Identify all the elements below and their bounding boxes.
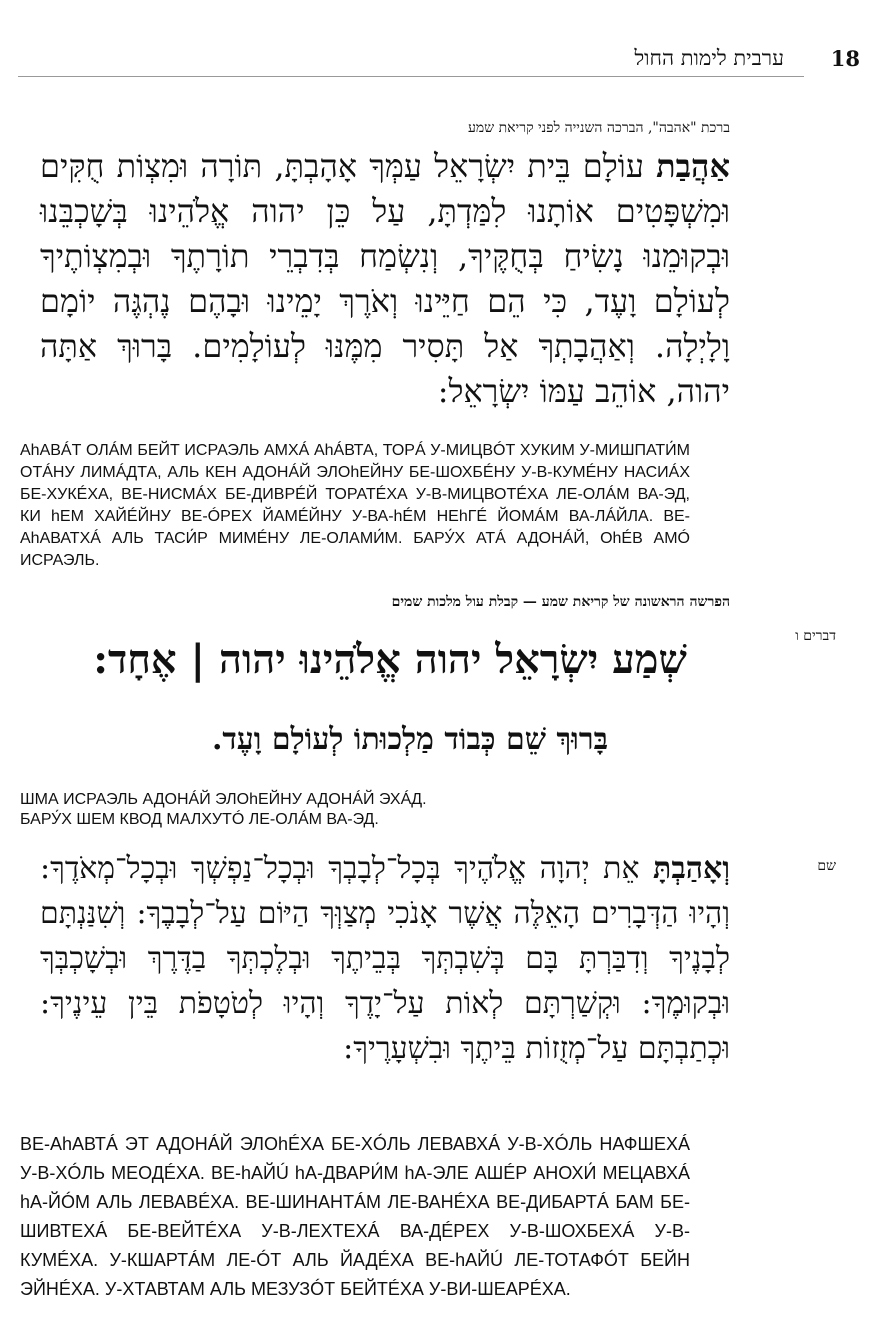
shema-transliteration <box>20 790 620 830</box>
veahavta-transliteration: ВЕ-АhАВТÁ ЭТ АДОНÁЙ ЭЛОhÉХА БЕ-ХÓЛЬ ЛЕВАВХÁ У-В-ХÓЛЬ НАФШЕХÁ У-В-ХÓЛЬ МЕОДÉХА. ВЕ-hАЙÚ hА-ДВАРИ́М hА-ЭЛЕ АШÉР АНОХИ́ МЕЦАВХÁ hА-ЙÓМ АЛЬ ЛЕВАВÉХА. ВЕ-ШИНАНТÁМ ЛЕ-ВАНÉХА ВЕ-ДИБАРТÁ БАМ БЕ-ШИВТЕХÁ БЕ-ВЕЙТÉХА У-В-ЛЕХТЕХÁ ВА-ДÉРЕХ У-В-ШОХБЕХÁ У-В-КУМÉХА. У-КШАРТÁМ ЛЕ-ÓТ АЛЬ ЙАДÉХА ВЕ-hАЙÚ ЛЕ-ТОТАФÓТ БЕЙН ЭЙНÉХА. У-ХТАВТАМ АЛЬ МЕЗУЗÓТ БЕЙТÉХА У-ВИ-ШЕАРÉХА. <box>20 1134 690 1299</box>
shema-margin-reference: דברים ו <box>795 628 836 644</box>
shema-section-heading: הפרשה הראשונה של קריאת שמע — קבלת עול מלכות שמים <box>391 594 730 610</box>
veahavta-body: אֵת יְהוָה אֱלֹהֶיךָ בְּכָל־לְבָבְךָ וּבְכָל־נַפְשְׁךָ וּבְכָל־מְאֹדֶךָ: וְהָיוּ הַדְּבָרִים הָאֵלֶּה אֲשֶׁר אָנֹכִי מְצַוְּךָ הַיּוֹם עַל־לְבָבֶךָ: וְשִׁנַּנְתָּם לְבָנֶיךָ וְדִבַּרְתָּ בָּם בְּשִׁבְתְּךָ בְּבֵיתֶךָ וּבְלֶכְתְּךָ בַדֶּרֶךְ וּבְשָׁכְבְּךָ וּבְקוּמֶךָ: וּקְשַׁרְתָּם לְאוֹת עַל־יָדֶךָ וְהָיוּ לְטֹטָפֹת בֵּין עֵינֶיךָ: וּכְתַבְתָּם עַל־מְזֻזוֹת בֵּיתֶךָ וּבִשְׁעָרֶיךָ: <box>40 851 730 1066</box>
ahava-heading: ברכת "אהבה", הברכה השנייה לפני קריאת שמע <box>468 120 730 136</box>
running-title: ערבית לימות החול <box>634 46 784 70</box>
veahavta-lead-word: וְאָהַבְתָּ <box>653 851 730 886</box>
veahavta-hebrew-text <box>40 846 730 1071</box>
ahava-body: עוֹלָם בֵּית יִשְׂרָאֵל עַמְּךָ אָהָבְתָּ, תּוֹרָה וּמִצְוֹת חֻקִּים וּמִשְׁפָּטִים אוֹתָנוּ לִמַּדְתָּ, עַל כֵּן יהוה אֱלֹהֵינוּ בְּשָׁכְבֵּנוּ וּבְקוּמֵנוּ נָשִׂיחַ בְּחֻקֶּיךָ, וְנִשְׂמַח בְּדִבְרֵי תוֹרָתֶךָ וּבְמִצְוֹתֶיךָ לְעוֹלָם וָעֶד, כִּי הֵם חַיֵּינוּ וְאֹרֶךְ יָמֵינוּ וּבָהֶם נֶהְגֶּה יוֹמָם וָלָיְלָה. וְאַהֲבָתְךָ אַל תָּסִיר מִמֶּנּוּ לְעוֹלָמִים. בָּרוּךְ אַתָּה יהוה, אוֹהֵב עַמּוֹ יִשְׂרָאֵל: <box>40 147 730 410</box>
ahava-transliteration: АhАВÁТ ОЛÁМ БЕЙТ ИСРАЭЛЬ АМХÁ АhÁВТА, ТОРÁ У-МИЦВÓТ ХУКИМ У-МИШПАТИ́М ОТÁНУ ЛИМÁДТА, АЛЬ КЕН АДОНÁЙ ЭЛОhЕЙНУ БЕ-ШОХБÉНУ У-В-КУМÉНУ НАСИÁХ БЕ-ХУКÉХА, ВЕ-НИСМÁХ БЕ-ДИВРÉЙ ТОРАТÉХА У-В-МИЦВОТÉХА ЛЕ-ОЛÁМ ВА-ЭД, КИ hЕМ ХАЙÉЙНУ ВЕ-ÓРЕХ ЙАМÉЙНУ У-ВА-hÉМ НЕhГÉ ЙОМÁМ ВА-ЛÁЙЛА. ВЕ-АhАВАТХÁ АЛЬ ТАСИ́Р МИМÉНУ ЛЕ-ОЛАМИ́М. БАРУ́Х АТÁ АДОНÁЙ, ОhÉВ АМÓ ИСРАЭЛЬ. <box>20 442 690 569</box>
veahavta-margin-reference: שם <box>817 858 836 874</box>
page-number: 18 <box>830 46 860 71</box>
shema-translit-line-1: ШМА ИСРАЭЛЬ АДОНÁЙ ЭЛОhЕЙНУ АДОНÁЙ ЭХÁД. <box>20 791 427 808</box>
baruch-shem-verse: בָּרוּךְ שֵׁם כְּבוֹד מַלְכוּתוֹ לְעוֹלָם וָעֶד. <box>211 722 609 757</box>
ahava-hebrew-text <box>40 144 730 414</box>
shema-verse: שְׁמַע יִשְׂרָאֵל יהוה אֱלֹהֵינוּ יהוה | אֶחָד: <box>93 636 687 683</box>
shema-translit-line-2: БАРУ́Х ШЕМ КВОД МАЛХУТÓ ЛЕ-ОЛÁМ ВА-ЭД. <box>20 811 379 828</box>
header-rule <box>18 76 804 77</box>
ahava-lead-word: אַהֲבַת <box>656 147 730 185</box>
page-header <box>0 40 876 80</box>
